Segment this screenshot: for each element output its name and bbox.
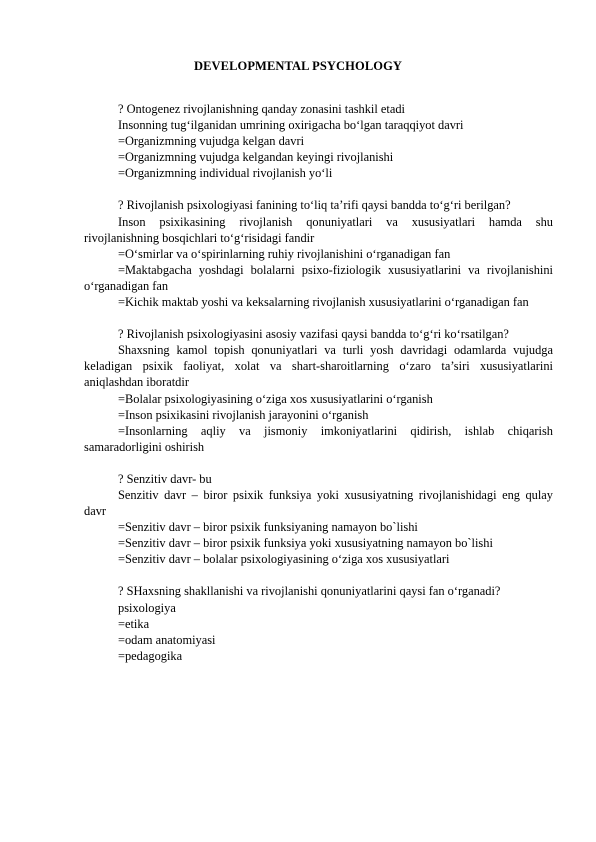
answer-option: =Kichik maktab yoshi va keksalarning rivojlanish xususiyatlarini o‘rganadigan fan	[118, 295, 529, 310]
answer-option: =Senzitiv davr – bolalar psixologiyasining o‘ziga xos xususiyatlari	[118, 552, 450, 567]
answer-option: psixologiya	[118, 600, 176, 615]
answer-option: Senzitiv davr – biror psixik funksiya yoki xususiyatning rivojlanishidagi eng qulay davr	[84, 487, 553, 519]
question-list	[84, 101, 553, 680]
answer-option: =Organizmning vujudga kelgan davri	[118, 134, 305, 149]
question-text: ? SHaxsning shakllanishi va rivojlanishi qonuniyatlarini qaysi fan o‘rganadi?	[118, 584, 501, 599]
question-block	[84, 197, 553, 310]
answer-option: =Bolalar psixologiyasining o‘ziga xos xususiyatlarini o‘rganish	[118, 391, 433, 406]
question-block	[84, 471, 553, 568]
document-title: DEVELOPMENTAL PSYCHOLOGY	[193, 59, 403, 73]
answer-option: =pedagogika	[118, 648, 183, 663]
answer-option: =Insonlarning aqliy va jismoniy imkoniyatlarini qidirish, ishlab chiqarish samaradorligini oshirish	[84, 423, 553, 454]
question-block	[84, 583, 553, 663]
answer-option: =Inson psixikasini rivojlanish jarayonini o‘rganish	[118, 407, 369, 422]
question-block	[84, 101, 553, 181]
question-text: ? Rivojlanish psixologiyasini asosiy vazifasi qaysi bandda to‘g‘ri ko‘rsatilgan?	[118, 327, 509, 342]
answer-option: =Maktabgacha yoshdagi bolalarni psixo-fiziologik xususiyatlarini va rivojlanishini o‘rganadigan fan	[84, 262, 553, 293]
question-text: ? Senzitiv davr- bu	[118, 471, 212, 486]
question-text: ? Rivojlanish psixologiyasi fanining to‘liq ta’rifi qaysi bandda to‘g‘ri berilgan?	[118, 198, 511, 213]
answer-option: =Senzitiv davr – biror psixik funksiyaning namayon bo`lishi	[118, 520, 418, 535]
answer-option: =O‘smirlar va o‘spirinlarning ruhiy rivojlanishini o‘rganadigan fan	[118, 246, 451, 261]
answer-option: =Organizmning individual rivojlanish yo‘li	[118, 166, 333, 181]
answer-option: Insonning tug‘ilganidan umrining oxirigacha bo‘lgan taraqqiyot davri	[118, 118, 464, 133]
answer-option: =etika	[118, 616, 150, 631]
answer-option: =odam anatomiyasi	[118, 632, 216, 647]
answer-option: Inson psixikasining rivojlanish qonuniyatlari va xususiyatlari hamda shu rivojlanishning bosqichlari to‘g‘risidagi fandir	[84, 214, 553, 245]
answer-option: =Organizmning vujudga kelgandan keyingi rivojlanishi	[118, 150, 394, 165]
question-text: ? Ontogenez rivojlanishning qanday zonasini tashkil etadi	[118, 102, 405, 116]
answer-option: =Senzitiv davr – biror psixik funksiya yoki xususiyatning namayon bo`lishi	[118, 536, 493, 551]
question-block	[84, 326, 553, 455]
answer-option: Shaxsning kamol topish qonuniyatlari va turli yosh davridagi odamlarda vujudga keladigan psixik faoliyat, xolat va shart-sharoitlarning o‘zaro ta’siri xususiyatlarini aniqlashdan iboratdir	[84, 343, 553, 390]
